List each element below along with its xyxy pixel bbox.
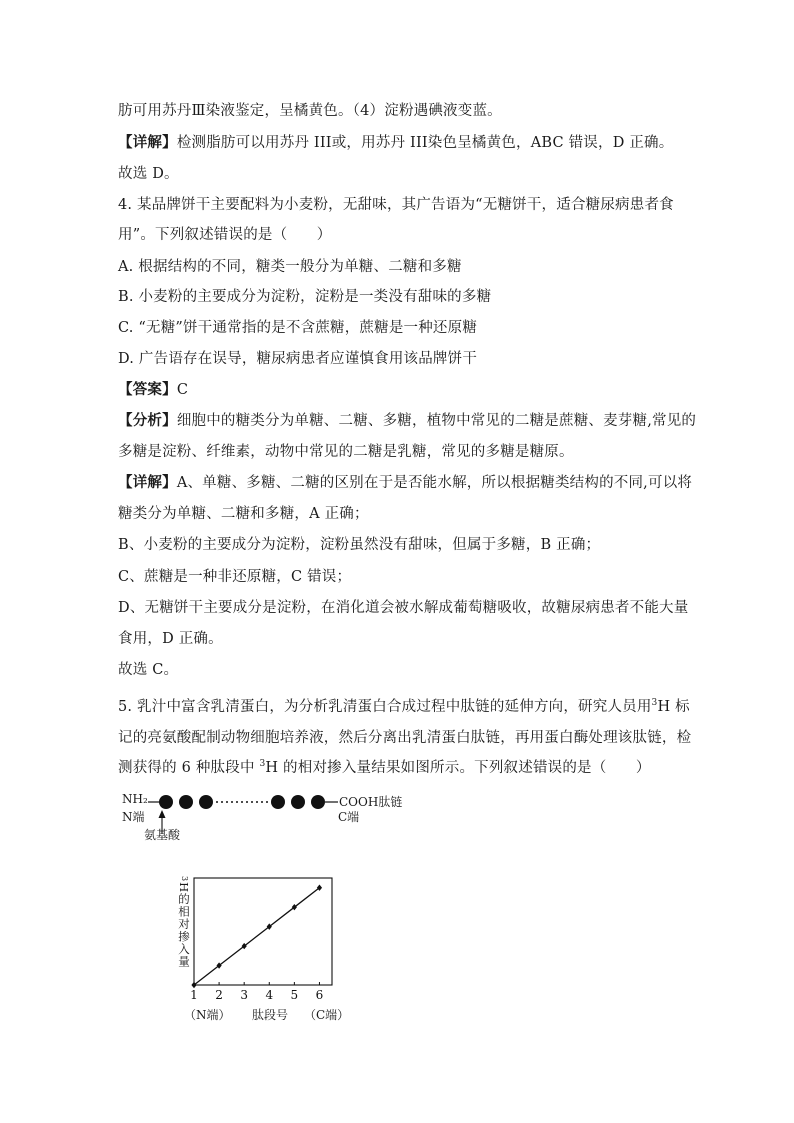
text-line bbox=[118, 442, 678, 462]
line-text: D. 广告语存在误导，糖尿病患者应谨慎食用该品牌饼干 bbox=[118, 351, 478, 367]
line-text: C、蔗糖是一种非还原糖，C 错误； bbox=[118, 569, 352, 585]
q5-text: 记的亮氨酸配制动物细胞培养液，然后分离出乳清蛋白肽链，再用蛋白酶处理该肽链，检 bbox=[118, 730, 692, 746]
text-line bbox=[118, 287, 678, 307]
line-text: C bbox=[176, 382, 189, 398]
amino-acid-label: 氨基酸 bbox=[144, 828, 181, 842]
line-text: 故选 C。 bbox=[118, 662, 179, 678]
line-text: 食用，D 正确。 bbox=[118, 631, 223, 647]
peptide-figure bbox=[118, 788, 418, 1028]
data-point bbox=[292, 904, 297, 910]
y-axis-label-sup: 3 bbox=[180, 876, 189, 883]
text-line bbox=[118, 164, 678, 184]
x-tick-label: 4 bbox=[265, 988, 274, 1002]
q5-line-1 bbox=[118, 697, 690, 717]
superscript-3: 3 bbox=[651, 698, 658, 709]
cooh-label: COOH肽链 bbox=[339, 795, 403, 809]
text-line bbox=[118, 411, 697, 431]
text-line bbox=[118, 567, 678, 587]
data-point bbox=[267, 923, 272, 929]
line-text: A、单糖、多糖、二糖的区别在于是否能水解，所以根据糖类结构的不同,可以将 bbox=[176, 475, 693, 491]
text-line bbox=[118, 318, 678, 338]
line-text: 细胞中的糖类分为单糖、二糖、多糖，植物中常见的二糖是蔗糖、麦芽糖,常见的 bbox=[176, 413, 697, 429]
line-chart bbox=[118, 788, 418, 1028]
q5-line-2 bbox=[118, 728, 692, 748]
line-text: B、小麦粉的主要成分为淀粉，淀粉虽然没有甜味，但属于多糖，B 正确； bbox=[118, 537, 601, 553]
text-line bbox=[118, 133, 678, 153]
x-tick-label: 1 bbox=[190, 988, 198, 1002]
line-text: C. “无糖”饼干通常指的是不含蔗糖，蔗糖是一种还原糖 bbox=[118, 320, 478, 336]
text-line bbox=[118, 380, 678, 400]
text-line bbox=[118, 195, 678, 215]
text-line bbox=[118, 535, 678, 555]
line-text: B. 小麦粉的主要成分为淀粉，淀粉是一类没有甜味的多糖 bbox=[118, 289, 492, 305]
line-text: 糖类分为单糖、二糖和多糖，A 正确； bbox=[118, 506, 369, 522]
section-tag: 【答案】 bbox=[118, 381, 177, 398]
x-tick-label: 6 bbox=[315, 988, 324, 1002]
n-end-label: N端 bbox=[122, 810, 145, 824]
nh2-label: NH₂ bbox=[122, 792, 148, 806]
text-line bbox=[118, 473, 693, 493]
q5-text: H 标 bbox=[657, 699, 690, 715]
text-line bbox=[118, 101, 678, 121]
q5-text: H 的相对掺入量结果如图所示。下列叙述错误的是（ ） bbox=[265, 760, 651, 776]
line-text: 肪可用苏丹Ⅲ染液鉴定，呈橘黄色。（4）淀粉遇碘液变蓝。 bbox=[118, 103, 502, 119]
line-text: A. 根据结构的不同，糖类一般分为单糖、二糖和多糖 bbox=[118, 259, 462, 275]
line-text: 故选 D。 bbox=[118, 166, 179, 182]
line-text: 多糖是淀粉、纤维素，动物中常见的二糖是乳糖，常见的多糖是糖原。 bbox=[118, 444, 574, 460]
text-line bbox=[118, 598, 689, 618]
text-line bbox=[118, 504, 678, 524]
data-point bbox=[242, 943, 247, 949]
section-tag: 【分析】 bbox=[118, 412, 177, 429]
data-point bbox=[216, 962, 221, 968]
text-line bbox=[118, 629, 678, 649]
x-tick-label: 2 bbox=[215, 988, 223, 1002]
c-end-label: C端 bbox=[338, 810, 360, 824]
section-tag: 【详解】 bbox=[118, 134, 177, 151]
y-axis-label-text: H的相对掺入量 bbox=[177, 882, 191, 969]
q5-text: 测获得的 6 种肽段中 bbox=[118, 760, 260, 776]
line-text: 4. 某品牌饼干主要配料为小麦粉，无甜味，其广告语为“无糖饼干，适合糖尿病患者食 bbox=[118, 197, 674, 213]
series-line bbox=[194, 888, 319, 985]
text-line bbox=[118, 257, 678, 277]
q5-text: 5. 乳汁中富含乳清蛋白，为分析乳清蛋白合成过程中肽链的延伸方向，研究人员用 bbox=[118, 699, 652, 715]
superscript-3: 3 bbox=[259, 759, 266, 770]
x-tick-label: 5 bbox=[290, 988, 299, 1002]
x-tick-label: 3 bbox=[240, 988, 249, 1002]
line-text: D、无糖饼干主要成分是淀粉，在消化道会被水解成葡萄糖吸收，故糖尿病患者不能大量 bbox=[118, 600, 689, 616]
section-tag: 【详解】 bbox=[118, 474, 177, 491]
text-line bbox=[118, 660, 678, 680]
x-right-note: （C端） bbox=[304, 1008, 350, 1022]
data-point bbox=[317, 885, 322, 891]
x-left-note: （N端） bbox=[184, 1008, 231, 1022]
line-text: 检测脂肪可以用苏丹 III或，用苏丹 III染色呈橘黄色，ABC 错误，D 正确。 bbox=[176, 135, 674, 151]
q5-line-3 bbox=[118, 758, 678, 778]
line-text: 用”。下列叙述错误的是（ ） bbox=[118, 227, 332, 243]
x-axis-label: 肽段号 bbox=[252, 1008, 289, 1022]
text-line bbox=[118, 349, 678, 369]
text-line bbox=[118, 225, 678, 245]
